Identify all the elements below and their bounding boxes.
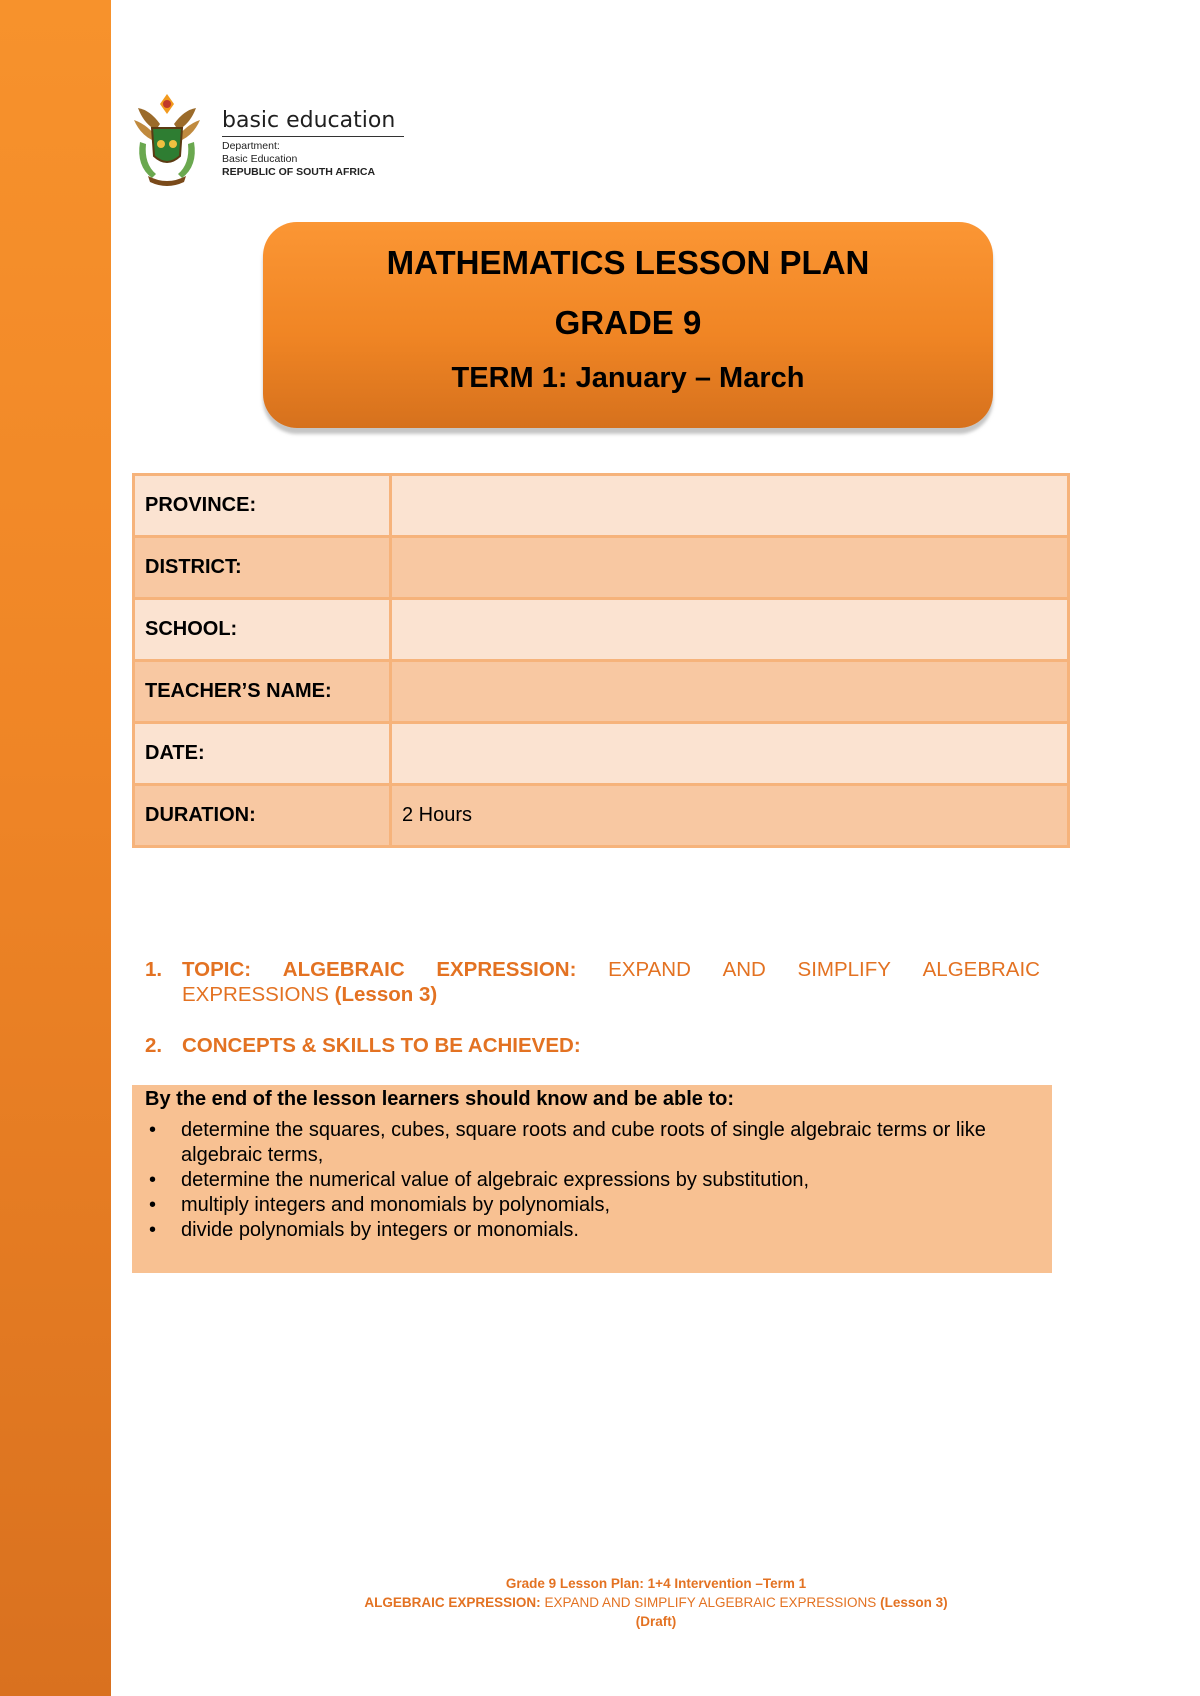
brand-name: basic education — [222, 108, 396, 133]
list-item — [145, 1218, 1045, 1243]
teacher-name-label: TEACHER’S NAME: — [134, 661, 391, 723]
district-label: DISTRICT: — [134, 537, 391, 599]
province-value[interactable] — [391, 475, 1069, 537]
footer-line-2 — [112, 1593, 1200, 1612]
topic-section — [145, 957, 1040, 1007]
title-banner — [263, 222, 993, 428]
date-label: DATE: — [134, 723, 391, 785]
bullet-icon: • — [149, 1219, 157, 1241]
date-value[interactable] — [391, 723, 1069, 785]
duration-value: 2 Hours — [391, 785, 1069, 847]
coat-of-arms-icon — [130, 90, 204, 188]
list-item — [145, 1168, 1045, 1193]
skill-text: determine the numerical value of algebraic expressions by substitution, — [181, 1169, 810, 1191]
footer-line-3 — [112, 1612, 1200, 1631]
table-row — [134, 475, 1069, 537]
topic-word: TOPIC: — [182, 958, 252, 981]
concepts-heading: CONCEPTS & SKILLS TO BE ACHIEVED: — [182, 1034, 581, 1057]
footer-topic-bold: ALGEBRAIC EXPRESSION: — [364, 1595, 541, 1610]
skill-text: determine the squares, cubes, square roots and cube roots of single algebraic terms or like algebraic terms, — [181, 1119, 986, 1166]
grade-title: GRADE 9 — [554, 304, 702, 341]
dept-line-3: REPUBLIC OF SOUTH AFRICA — [222, 166, 376, 178]
footer-plan-title: Grade 9 Lesson Plan: 1+4 Intervention –Term 1 — [505, 1576, 807, 1591]
skills-box — [132, 1085, 1052, 1273]
topic-word: ALGEBRAIC — [282, 958, 405, 981]
brand-divider — [222, 136, 404, 137]
bullet-icon: • — [149, 1194, 157, 1216]
skill-text: multiply integers and monomials by polynomials, — [181, 1194, 611, 1216]
topic-word: ALGEBRAIC — [922, 958, 1040, 981]
list-item — [145, 1193, 1045, 1218]
topic-number: 1. — [145, 958, 163, 981]
school-value[interactable] — [391, 599, 1069, 661]
topic-word: SIMPLIFY — [797, 958, 891, 981]
dept-line-1: Department: — [222, 140, 280, 152]
teacher-name-value[interactable] — [391, 661, 1069, 723]
skills-intro: By the end of the lesson learners should know and be able to: — [145, 1088, 734, 1110]
skills-list — [145, 1118, 1045, 1243]
topic-line-1 — [182, 957, 1040, 982]
school-label: SCHOOL: — [134, 599, 391, 661]
topic-word: AND — [722, 958, 766, 981]
department-logo — [130, 90, 420, 190]
duration-label: DURATION: — [134, 785, 391, 847]
concepts-section — [145, 1033, 1040, 1058]
topic-word: EXPRESSIONS — [182, 983, 329, 1006]
topic-text — [182, 957, 1040, 1007]
province-label: PROVINCE: — [134, 475, 391, 537]
term-title: TERM 1: January – March — [451, 362, 805, 394]
topic-word: EXPAND — [608, 958, 691, 981]
skill-text: divide polynomials by integers or monomials. — [181, 1219, 579, 1241]
department-text — [222, 140, 375, 179]
table-row — [134, 661, 1069, 723]
footer-lesson: (Lesson 3) — [880, 1595, 948, 1610]
lesson-number: (Lesson 3) — [334, 983, 438, 1006]
bullet-icon: • — [149, 1169, 157, 1191]
footer-topic-regular: EXPAND AND SIMPLIFY ALGEBRAIC EXPRESSIONS — [544, 1595, 877, 1610]
side-color-bar — [0, 0, 111, 1696]
lesson-info-table — [132, 473, 1070, 848]
district-value[interactable] — [391, 537, 1069, 599]
page-footer — [112, 1574, 1200, 1631]
table-row — [134, 785, 1069, 847]
table-row — [134, 599, 1069, 661]
bullet-icon: • — [149, 1119, 157, 1141]
table-row — [134, 723, 1069, 785]
document-title: MATHEMATICS LESSON PLAN — [386, 244, 870, 281]
footer-line-1 — [112, 1574, 1200, 1593]
topic-word: EXPRESSION: — [436, 958, 577, 981]
list-item — [145, 1118, 1045, 1168]
dept-line-2: Basic Education — [222, 153, 298, 165]
footer-draft: (Draft) — [635, 1614, 677, 1629]
concepts-number: 2. — [145, 1034, 163, 1057]
table-row — [134, 537, 1069, 599]
topic-line-2 — [182, 982, 1040, 1007]
